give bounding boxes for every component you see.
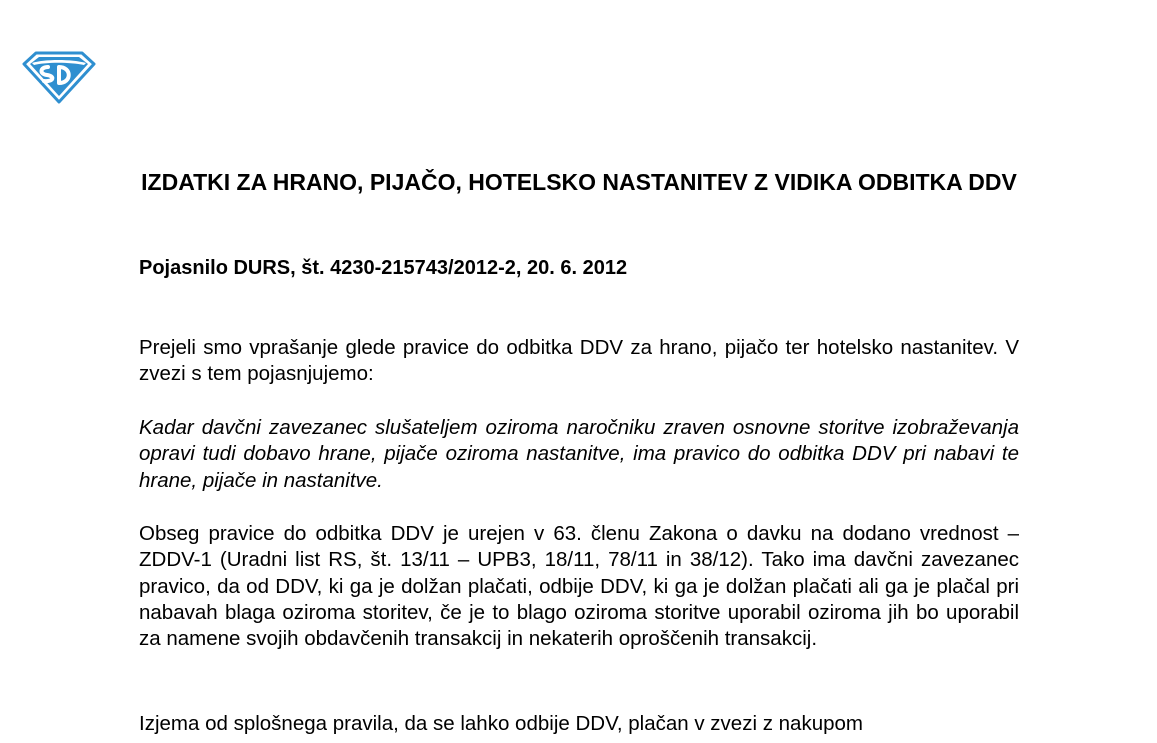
paragraph-intro: Prejeli smo vprašanje glede pravice do odbitka DDV za hrano, pijačo ter hotelsko nastanitev. V zvezi s tem pojasnjujemo: bbox=[139, 336, 1019, 386]
paragraph-answer: Kadar davčni zavezanec slušateljem oziroma naročniku zraven osnovne storitve izobraževanja opravi tudi dobavo hrane, pijače oziroma nastanitve, ima pravico do odbitka DDV pri nabavi te hrane, pijače in nastanitve. bbox=[139, 416, 1019, 492]
sd-logo-icon bbox=[22, 50, 96, 104]
paragraph-exception: Izjema od splošnega pravila, da se lahko odbije DDV, plačan v zvezi z nakupom bbox=[139, 712, 863, 735]
document-title: IZDATKI ZA HRANO, PIJAČO, HOTELSKO NASTANITEV Z VIDIKA ODBITKA DDV bbox=[141, 169, 1017, 195]
paragraph-legal-basis: Obseg pravice do odbitka DDV je urejen v 63. členu Zakona o davku na dodano vrednost – ZDDV-1 (Uradni list RS, št. 13/11 – UPB3, 18/11, 78/11 in 38/12). Tako ima davčni zavezanec pravico, da od DDV, ki ga je dolžan plačati, odbije DDV, ki ga je dolžan plačati ali ga je plačal pri nabavah blaga oziroma storitev, če je to blago oziroma storitve uporabil oziroma jih bo uporabil za namene svojih obdavčenih transakcij in nekaterih oproščenih transakcij. bbox=[139, 522, 1019, 651]
document-reference: Pojasnilo DURS, št. 4230-215743/2012-2, 20. 6. 2012 bbox=[139, 257, 628, 279]
